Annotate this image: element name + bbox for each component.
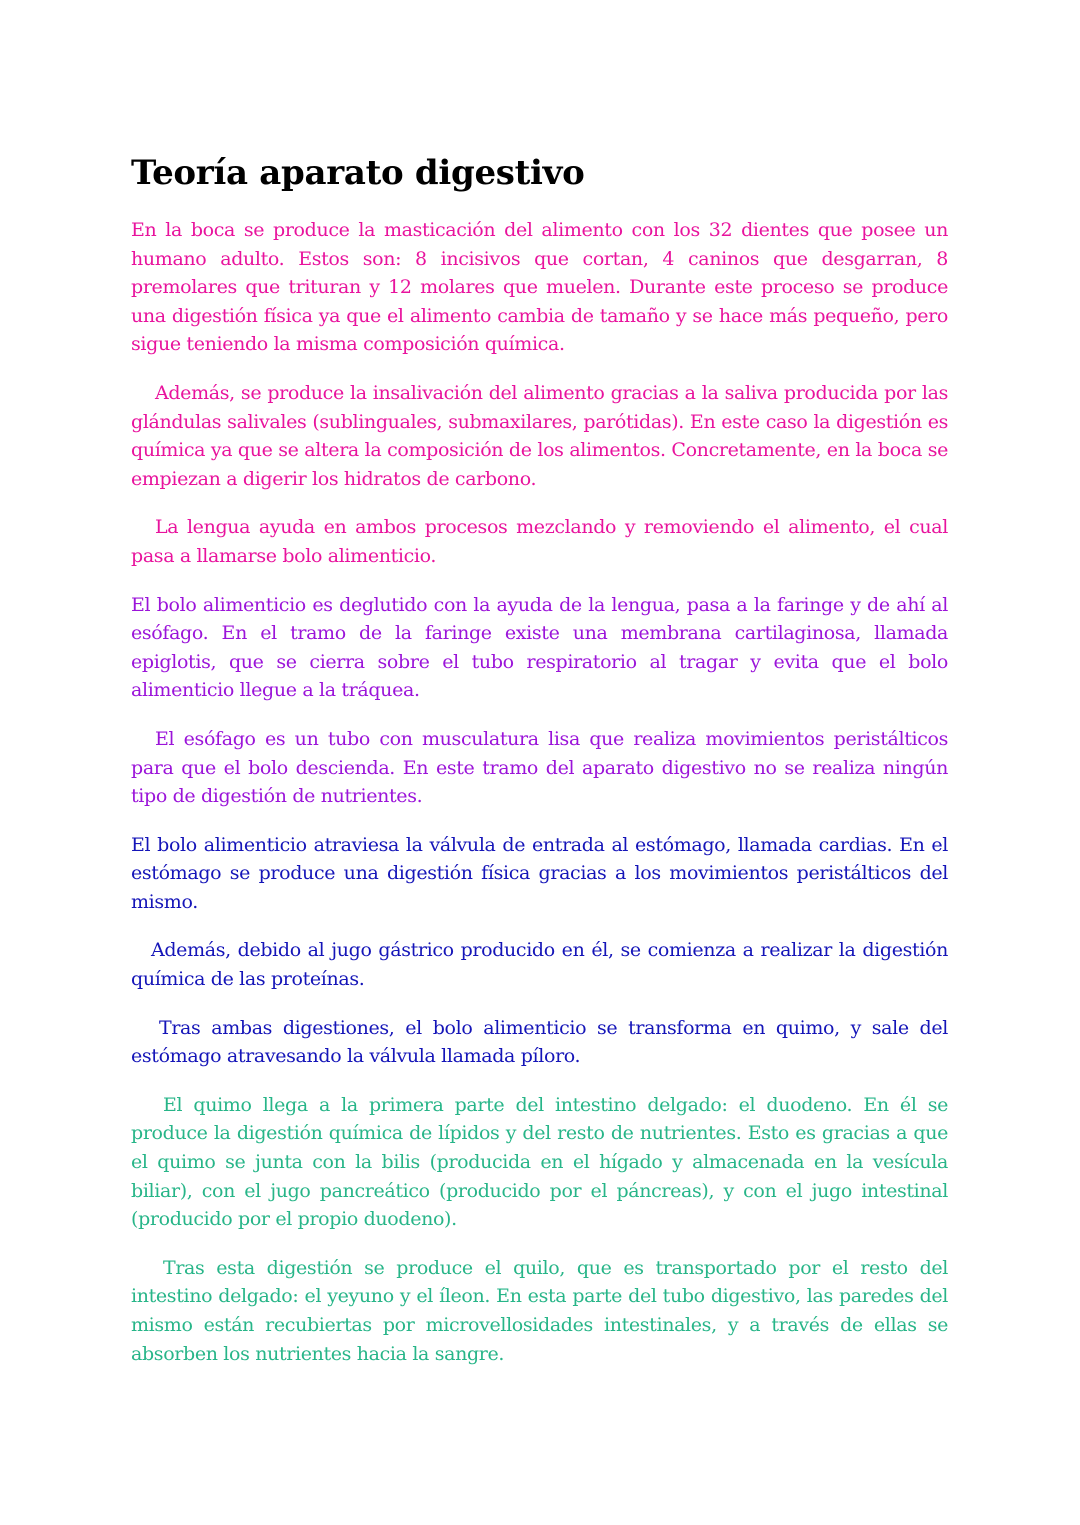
paragraph-estomago-piloro: Tras ambas digestiones, el bolo alimenticio se transforma en quimo, y sale del estómago atravesando la válvula llamada píloro. (131, 1016, 948, 1068)
paragraph-deglucion: El bolo alimenticio es deglutido con la ayuda de la lengua, pasa a la faringe y de ahí al esófago. En el tramo de la faringe existe una membrana cartilaginosa, llamada epiglotis, que se cierra sobre el tubo respiratorio al tragar y evita que el bolo alimenticio llegue a la tráquea. (131, 593, 948, 702)
paragraph-boca-insalivacion: Además, se produce la insalivación del alimento gracias a la saliva producida por las glándulas salivales (sublinguales, submaxilares, parótidas). En este caso la digestión es química ya que se altera la composición de los alimentos. Concretamente, en la boca se empiezan a digerir los hidratos de carbono. (131, 381, 948, 490)
paragraph-duodeno: El quimo llega a la primera parte del intestino delgado: el duodeno. En él se produce la digestión química de lípidos y del resto de nutrientes. Esto es gracias a que el quimo se junta con la bilis (producida en el hígado y almacenada en la vesícula biliar), con el jugo pancreático (producido por el páncreas), y con el jugo intestinal (producido por el propio duodeno). (131, 1093, 948, 1231)
paragraph-estomago-cardias: El bolo alimenticio atraviesa la válvula de entrada al estómago, llamada cardias. En el estómago se produce una digestión física gracias a los movimientos peristálticos del mismo. (131, 833, 948, 913)
paragraph-estomago-jugo-gastrico: Además, debido al jugo gástrico producido en él, se comienza a realizar la digestión química de las proteínas. (131, 939, 948, 991)
document-page (131, 150, 948, 1388)
paragraph-boca-masticacion: En la boca se produce la masticación del alimento con los 32 dientes que posee un humano adulto. Estos son: 8 incisivos que cortan, 4 caninos que desgarran, 8 premolares que trituran y 12 molares que muelen. Durante este proceso se produce una digestión física ya que el alimento cambia de tamaño y se hace más pequeño, pero sigue teniendo la misma composición química. (131, 219, 948, 356)
document-title: Teoría aparato digestivo (131, 153, 585, 193)
paragraph-boca-lengua: La lengua ayuda en ambos procesos mezclando y removiendo el alimento, el cual pasa a llamarse bolo alimenticio. (131, 516, 948, 567)
paragraph-esofago: El esófago es un tubo con musculatura lisa que realiza movimientos peristálticos para que el bolo descienda. En este tramo del aparato digestivo no se realiza ningún tipo de digestión de nutrientes. (131, 727, 948, 808)
paragraph-absorcion: Tras esta digestión se produce el quilo, que es transportado por el resto del intestino delgado: el yeyuno y el íleon. En esta parte del tubo digestivo, las paredes del mismo están recubiertas por microvellosidades intestinales, y a través de ellas se absorben los nutrientes hacia la sangre. (131, 1256, 948, 1365)
